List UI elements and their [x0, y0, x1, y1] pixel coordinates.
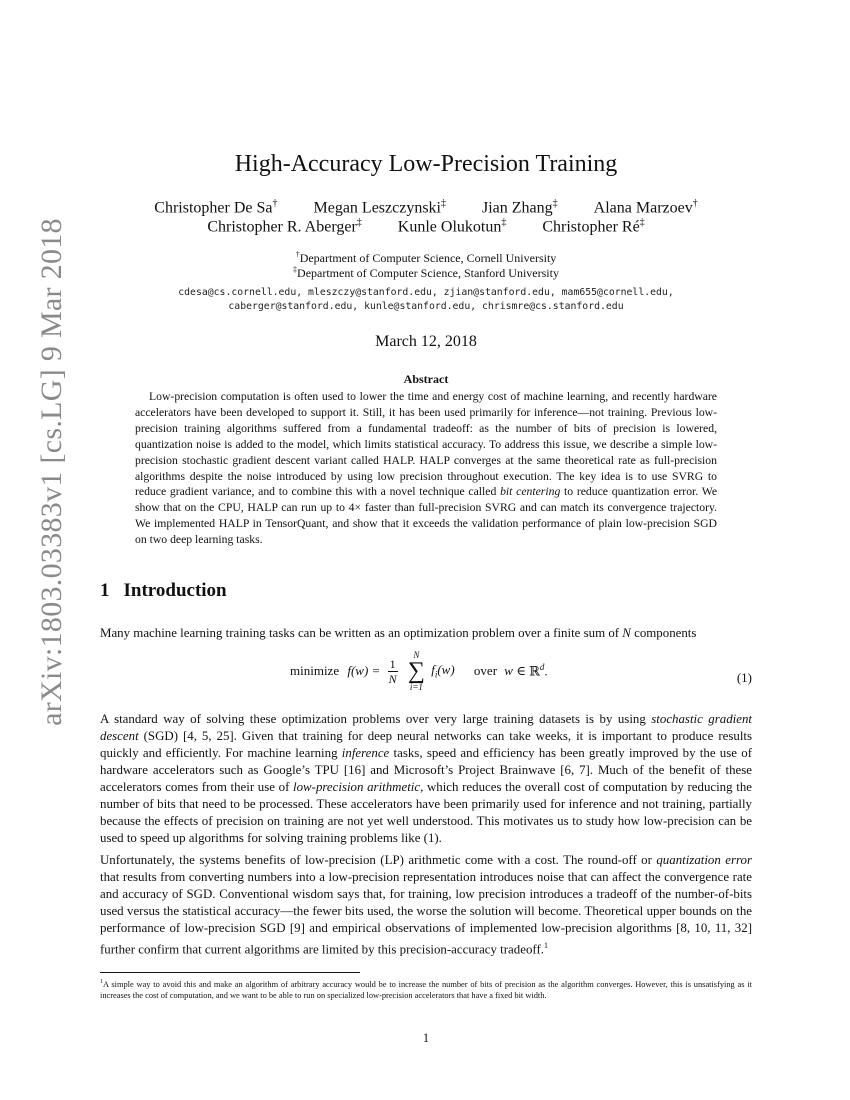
author: Christopher Ré‡: [542, 217, 645, 236]
author: Jian Zhang‡: [482, 198, 558, 217]
footnote-rule: [100, 972, 360, 973]
author: Megan Leszczynski‡: [313, 198, 446, 217]
paper-date: March 12, 2018: [375, 333, 477, 350]
author: Christopher R. Aberger‡: [207, 217, 362, 236]
author-row-2: [100, 217, 752, 236]
section-heading-introduction: 1 Introduction: [100, 580, 227, 601]
author: Christopher De Sa†: [154, 198, 278, 217]
abstract-heading: Abstract: [403, 372, 449, 386]
intro-paragraph-1: A standard way of solving these optimization problems over very large training datasets is by using stochastic gradient descent (SGD) [4, 5, 25]. Given that training for deep neural networks can take weeks, it is important to produce results quickly and efficiently. For machine learning inference tasks, speed and efficiency has been greatly improved by the use of hardware accelerators such as Google’s TPU [16] and Microsoft’s Project Brainwave [6, 7]. Much of the benefit of these accelerators comes from their use of low-precision arithmetic, which reduces the overall cost of computation by reducing the number of bits that need to be processed. These accelerators have been primarily used for inference and not training, partially because the effects of precision on training are not yet well understood. This motivates us to study how low-precision can be used to speed up algorithms for solving training problems like (1).: [100, 712, 752, 845]
affiliation-stanford: ‡Department of Computer Science, Stanford University: [293, 265, 559, 280]
equation-number: (1): [736, 670, 752, 685]
abstract-body: Low-precision computation is often used to lower the time and energy cost of machine learning, and recently hardware accelerators have been developed to support it. Still, it has been used primarily for inference—not training. Previous low-precision training algorithms suffered from a fundamental tradeoff: as the number of bits of precision is lowered, quantization noise is added to the model, which limits statistical accuracy. To address this issue, we describe a simple low-precision stochastic gradient descent variant called HALP. HALP converges at the same theoretical rate as full-precision algorithms despite the noise introduced by using low precision throughout execution. The key idea is to use SVRG to reduce gradient variance, and to combine this with a novel technique called bit centering to reduce quantization error. We show that on the CPU, HALP can run up to 4× faster than full-precision SVRG and can match its convergence trajectory. We implemented HALP in TensorQuant, and show that it exceeds the validation performance of plain low-precision SGD on two deep learning tasks.: [135, 390, 718, 547]
author-row-1: [100, 198, 752, 217]
footnote-1: $^1$A simple way to avoid this and make an algorithm of arbitrary accuracy would be to increase the number of bits of precision as the algorithm converges. However, this is unsatisfying as it increases the cost of computation, and we want to be able to run on specialized low-precision accelerators that have a fixed bit width.: [100, 979, 752, 1000]
affiliation-cornell: †Department of Computer Science, Cornell University: [295, 250, 557, 265]
arxiv-identifier: arXiv:1803.03383v1 [cs.LG] 9 Mar 2018: [35, 218, 68, 726]
page-number: 1: [422, 1031, 430, 1045]
intro-lead-paragraph: Many machine learning training tasks can be written as an optimization problem over a finite sum of N components: [100, 626, 697, 640]
paper-title: High-Accuracy Low-Precision Training: [234, 151, 618, 177]
author: Alana Marzoev†: [593, 198, 698, 217]
intro-paragraph-2: Unfortunately, the systems benefits of low-precision (LP) arithmetic come with a cost. The round-off or quantization error that results from converting numbers into a low-precision representation introduces noise that can affect the convergence rate and accuracy of SGD. Conventional wisdom says that, for training, low precision introduces a tradeoff of the number-of-bits used versus the statistical accuracy—the fewer bits used, the worse the solution will become. Theoretical upper bounds on the performance of low-precision SGD [9] and empirical observations of implemented low-precision algorithms [8, 10, 11, 32] further confirm that current algorithms are limited by this precision-accuracy tradeoff.$^1$: [100, 853, 752, 957]
email-list-line-1: cdesa@cs.cornell.edu, mleszczy@stanford.edu, zjian@stanford.edu, mam655@cornell.edu,: [178, 287, 674, 298]
equation-1: minimize f(w) = $\frac{1}{N}$ N ∑ i=1 $f_i(w)$ over w ∈ ℝ$^d$. (1): [290, 650, 752, 692]
author: Kunle Olukotun‡: [397, 217, 507, 236]
email-list-line-2: caberger@stanford.edu, kunle@stanford.edu, chrismre@cs.stanford.edu: [228, 301, 624, 312]
footnote-marker: 1: [543, 941, 548, 950]
